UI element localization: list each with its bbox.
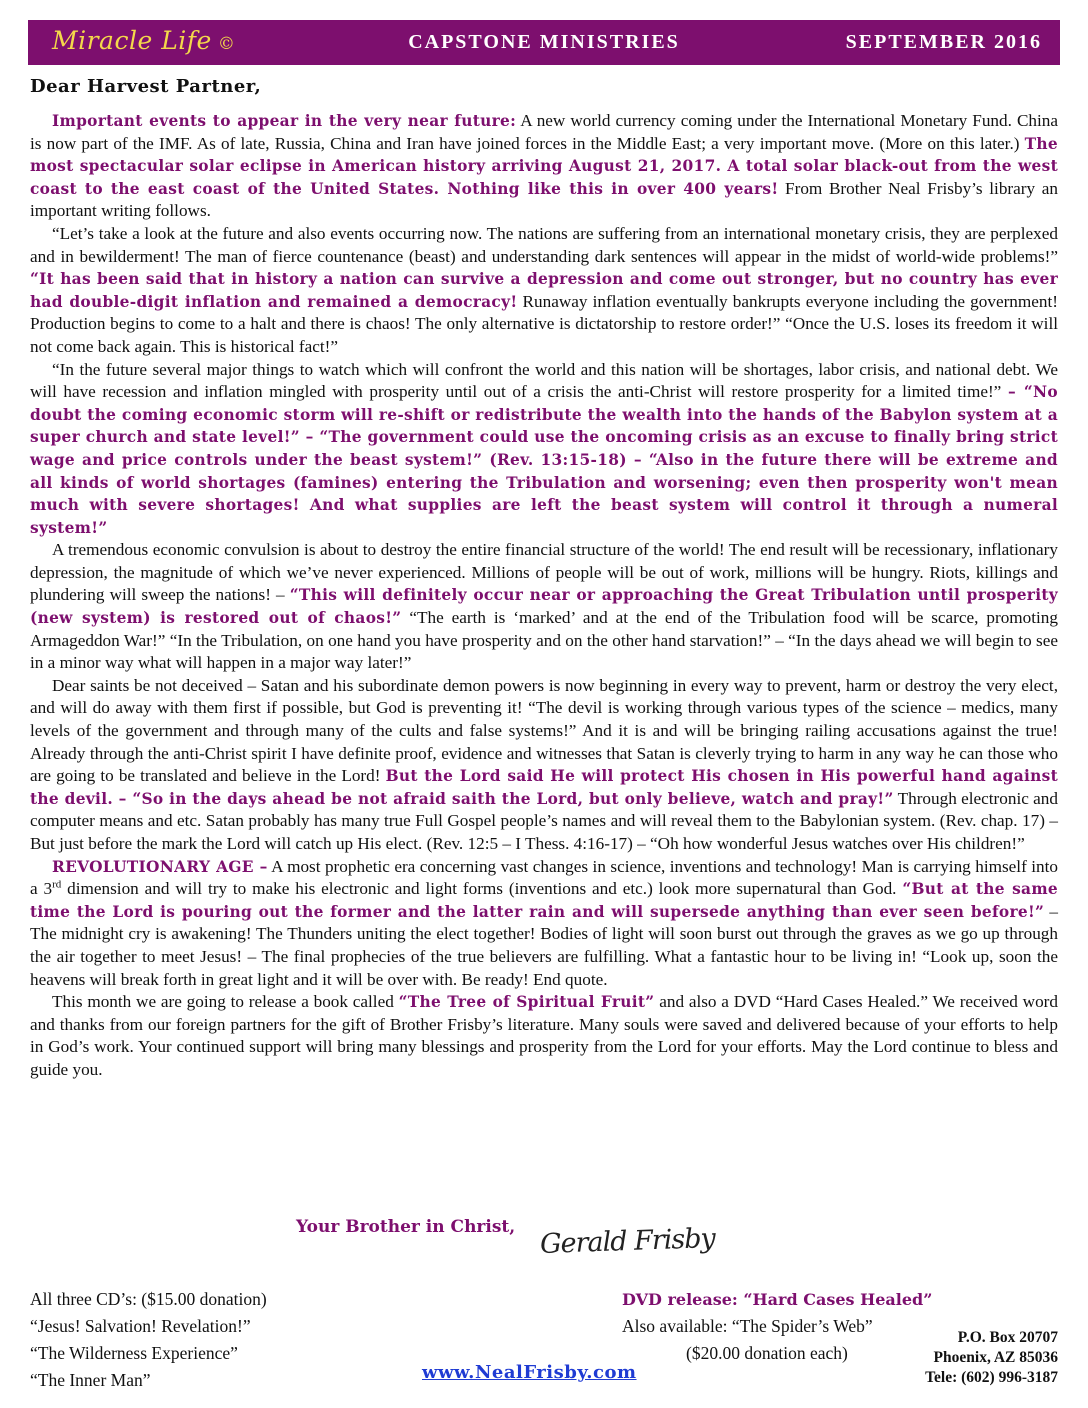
cd-item: “The Inner Man” — [30, 1370, 151, 1390]
issue-date: SEPTEMBER 2016 — [845, 31, 1042, 53]
body-text: dimension and will try to make his electronic and light forms (inventions and etc.) look more supernatural than God. — [61, 879, 903, 899]
body-text: A new world currency coming under the International Monetary Fund. China is now part of the IMF. As of late, Russia, China and Iran have joined forces in the Middle East; a very important move. (More on this later.) — [30, 111, 1058, 153]
letter-paragraph — [30, 991, 1058, 1081]
letter-paragraph — [30, 539, 1058, 675]
highlighted-text: “The Tree of Spiritual Fruit” — [398, 993, 655, 1012]
closing: Your Brother in Christ, — [296, 1217, 516, 1237]
letter-paragraph — [30, 675, 1058, 856]
dvd-release-title: DVD release: “Hard Cases Healed” — [622, 1290, 933, 1309]
highlighted-text: But the Lord said He will protect His chosen in His powerful hand against the devil. – “So in the days ahead be not afraid saith the Lord, but only believe, watch and pray!” — [30, 767, 1058, 808]
body-text: “Let’s take a look at the future and also events occurring now. The nations are suffering from an international monetary crisis, they are perplexed and in bewilderment! The man of fierce countenance (beast) and understanding dark sentences will appear in the midst of world-wide problems!” — [30, 223, 1058, 266]
po-box: P.O. Box 20707 — [957, 1329, 1058, 1346]
highlighted-text: – “No doubt the coming economic storm will re-shift or redistribute the wealth into the hands of the Babylon system at a super church and state level!” – “The government could use the oncoming crisis as an excuse to finally bring strict wage and price controls under the beast system!” (Rev. 13:15-18) – “Also in the future there will be extreme and all kinds of world shortages (famines) entering the Tribulation and worsening; even then prosperity won't mean much with severe shortages! And what supplies are left the beast system will control it through a numeral system!” — [30, 383, 1058, 537]
masthead — [28, 20, 1060, 65]
body-text: “In the future several major things to watch which will confront the world and this nation will be shortages, labor crisis, and national debt. We will have recession and inflation mingled with prosperity until out of a crisis the anti-Christ will restore prosperity for a limited time!” — [30, 359, 1058, 402]
body-text: A tremendous economic convulsion is about to destroy the entire financial structure of the world! The end result will be recessionary, inflationary depression, the magnitude of which we’ve never experienced. Millions of people will be out of work, millions will be hungry. Riots, killings and plundering will sweep the nations! – — [30, 540, 1058, 605]
body-text: Runaway inflation eventually bankrupts everyone including the government! Production begins to come to a halt and there is chaos! The only alternative is dictatorship to restore order!” “Once the U.S. loses its freedom it will not come back again. This is historical fact!” — [30, 291, 1058, 356]
body-text: – The midnight cry is awakening! The Thunders uniting the elect together! Bodies of light will soon burst out through the graves as we go up through the air together to meet Jesus! – The final prophecies of the true believers are fulfilling. What a fantastic hour to be living in! “Look up, soon the heavens will break forth in great light and it will be over with. Be ready! End quote. — [30, 901, 1059, 989]
copyright-mark: © — [217, 34, 236, 54]
body-text: and also a DVD “Hard Cases Healed.” We received word and thanks from our foreign partners for the gift of Brother Frisby’s literature. Many souls were saved and delivered because of your efforts to help in God’s work. Your continued support will bring many blessings and prosperity from the Lord for your efforts. May the Lord continue to bless and guide you. — [30, 992, 1059, 1079]
signature: Gerald Frisby — [539, 1222, 716, 1261]
highlighted-text: Important events to appear in the very near future: — [52, 112, 517, 130]
highlighted-text: “This will definitely occur near or approaching the Great Tribulation until prosperity (new system) is restored out of chaos!” — [30, 586, 1058, 628]
body-text: Dear saints be not deceived – Satan and his subordinate demon powers is now beginning in every way to prevent, harm or destroy the very elect, and will do away with them first if possible, but God is preventing it! “The devil is working through various types of the science – medics, many levels of the government and through many of the cults and false systems!” And it is and will be bringing railing accusations against the true! Already through the anti-Christ spirit I have definite proof, evidence and witnesses that Satan is cleverly trying to harm in any way he can those who are going to be translated and believe in the Lord! — [30, 675, 1058, 786]
highlighted-text: The most spectacular solar eclipse in American history arriving August 21, 2017. A total solar black-out from the west coast to the east coast of the United States. Nothing like this in over 400 years! — [30, 134, 1058, 198]
dvd-also-available: Also available: “The Spider’s Web” — [622, 1316, 873, 1336]
superscript-text: rd — [52, 878, 62, 891]
highlighted-text: “It has been said that in history a nation can survive a depression and come out stronger, but no country has ever had double-digit inflation and remained a democracy! — [30, 270, 1058, 311]
body-text: “The earth is ‘marked’ and at the end of the Tribulation food will be scarce, promoting Armageddon War!” “In the Tribulation, on one hand you have prosperity and on the other hand starvation!” – “In the days ahead we will begin to see in a minor way what will happen in a major way later!” — [30, 608, 1058, 673]
letter-paragraph — [30, 856, 1058, 992]
dvd-offer — [622, 1286, 932, 1367]
cd-offer-title: All three CD’s: ($15.00 donation) — [30, 1289, 267, 1309]
body-text: A most prophetic era concerning vast changes in science, inventions and technology! Man is carrying himself into a 3 — [30, 856, 1058, 899]
cd-item: “The Wilderness Experience” — [30, 1343, 238, 1363]
cd-item: “Jesus! Salvation! Revelation!” — [30, 1316, 251, 1336]
letter-paragraph — [30, 223, 1058, 359]
body-text: From Brother Neal Frisby’s library an important writing follows. — [30, 178, 1058, 221]
highlighted-text: REVOLUTIONARY AGE – — [52, 857, 268, 876]
city-state-zip: Phoenix, AZ 85036 — [933, 1349, 1058, 1366]
body-text: Through electronic and computer means and etc. Satan probably has many true Full Gospel people’s names and will reveal them to the Babylonian system. (Rev. chap. 17) – But just before the mark the Lord will catch up His elect. (Rev. 12:5 – I Thess. 4:16-17) – “Oh how wonderful Jesus watches over His children!” — [30, 788, 1058, 853]
brand-name: Miracle Life — [52, 26, 212, 55]
organization-name: CAPSTONE MINISTRIES — [408, 31, 680, 53]
body-text: This month we are going to release a book called — [52, 992, 399, 1012]
letter-paragraph — [30, 110, 1058, 223]
letter-paragraph — [30, 359, 1058, 540]
letter-body — [30, 110, 1058, 1082]
cd-offer — [30, 1286, 267, 1394]
telephone: Tele: (602) 996-3187 — [925, 1369, 1058, 1386]
dvd-price: ($20.00 donation each) — [686, 1343, 848, 1363]
mailing-address — [925, 1328, 1058, 1388]
greeting: Dear Harvest Partner, — [30, 76, 262, 97]
highlighted-text: “But at the same time the Lord is pouring out the former and the latter rain and will supersede anything than ever seen before!” — [30, 880, 1058, 921]
website-link[interactable]: www.NealFrisby.com — [422, 1362, 637, 1383]
